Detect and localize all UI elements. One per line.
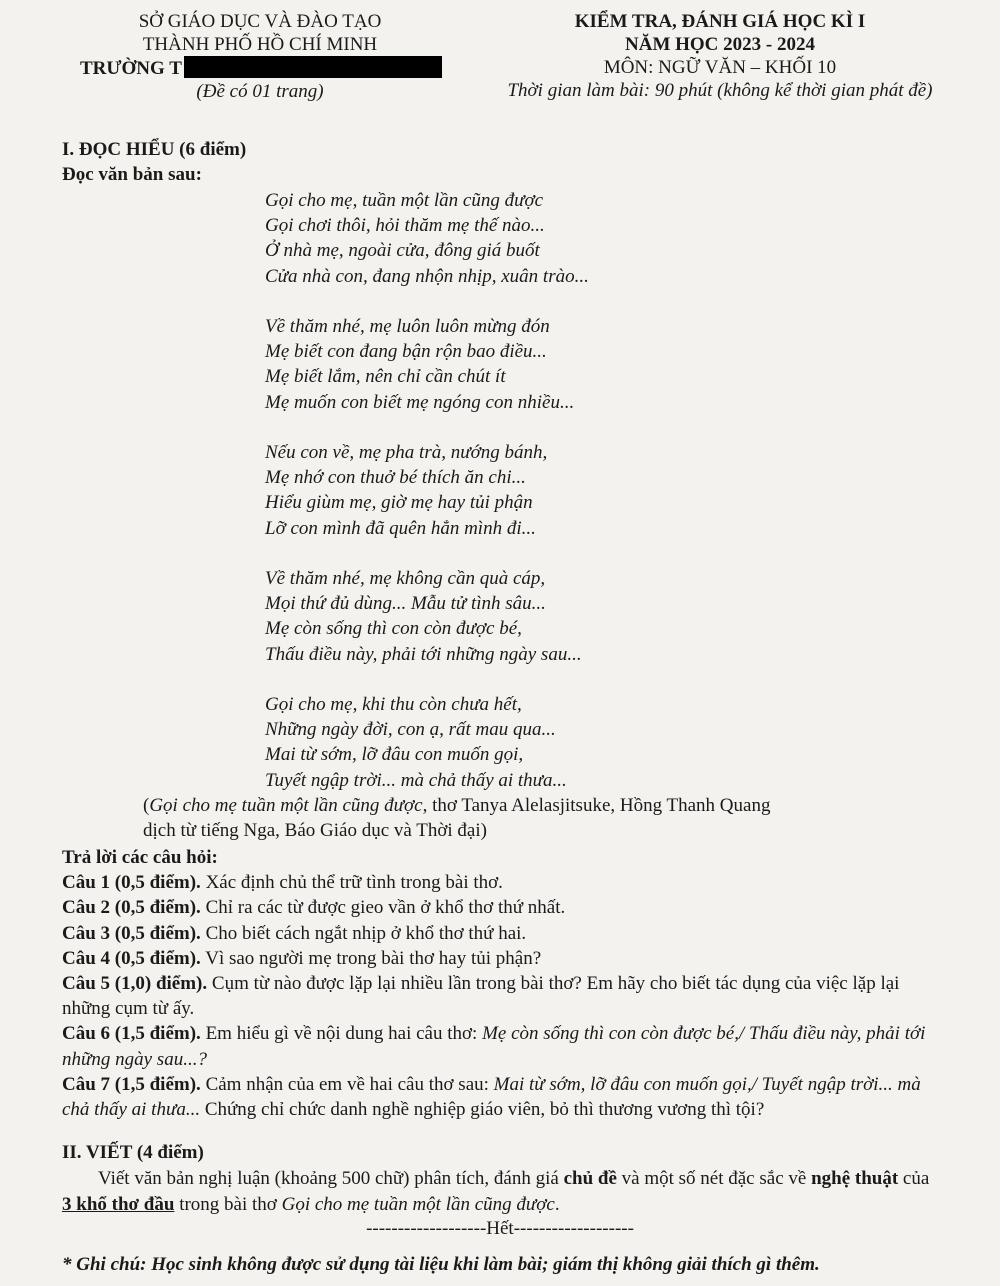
poem-stanza xyxy=(265,440,589,541)
question-3 xyxy=(62,921,942,946)
school-label: TRƯỜNG T xyxy=(80,58,182,79)
writing-task xyxy=(62,1166,942,1217)
question-label: Câu 4 (0,5 điểm). xyxy=(62,947,201,969)
poem-line: Gọi cho mẹ, khi thu còn chưa hết, xyxy=(265,694,522,715)
school-year: NĂM HỌC 2023 - 2024 xyxy=(625,34,815,55)
poem-stanza xyxy=(265,566,589,667)
question-text: Vì sao người mẹ trong bài thơ hay tủi phận? xyxy=(200,947,542,969)
question-7 xyxy=(62,1072,942,1122)
poem-line: Những ngày đời, con ạ, rất mau qua... xyxy=(265,719,556,741)
time-note: Thời gian làm bài: 90 phút (không kể thời gian phát đề) xyxy=(507,80,933,101)
question-label: Câu 1 (0,5 điểm). xyxy=(62,872,201,894)
poem-line: Mọi thứ đủ dùng... Mẫu tử tình sâu... xyxy=(265,593,546,615)
source-open-paren: ( xyxy=(143,795,150,816)
department-name: SỞ GIÁO DỤC VÀ ĐÀO TẠO xyxy=(138,11,382,32)
writing-emphasis-underlined: 3 khổ thơ đầu xyxy=(62,1193,175,1215)
poem-line: Mẹ nhớ con thuở bé thích ăn chi... xyxy=(265,467,526,489)
source-line2: dịch từ tiếng Nga, Báo Giáo dục và Thời đại) xyxy=(143,820,487,841)
question-quote: Mai từ sớm, lỡ đâu con muốn gọi,/ Tuyết ngập trời... mà chả thấy ai thưa... xyxy=(62,1073,921,1121)
question-text: Em hiểu gì về nội dung hai câu thơ: xyxy=(200,1023,483,1045)
pages-note: (Đề có 01 trang) xyxy=(196,81,324,102)
poem xyxy=(265,188,589,793)
questions-heading: Trả lời các câu hỏi: xyxy=(62,847,218,868)
poem-line: Nếu con về, mẹ pha trà, nướng bánh, xyxy=(265,442,548,463)
writing-emphasis: nghệ thuật xyxy=(811,1168,899,1189)
section1-instruction: Đọc văn bản sau: xyxy=(62,164,202,185)
writing-text: của xyxy=(898,1168,930,1189)
poem-line: Mẹ biết lắm, nên chỉ cần chút ít xyxy=(265,366,506,388)
section1-title: I. ĐỌC HIỂU (6 điểm) xyxy=(62,139,247,160)
question-4 xyxy=(62,946,942,971)
question-label: Câu 7 (1,5 điểm). xyxy=(62,1073,201,1095)
poem-line: Thấu điều này, phải tới những ngày sau... xyxy=(265,643,582,665)
question-2 xyxy=(62,895,942,920)
poem-line: Cửa nhà con, đang nhộn nhịp, xuân trào... xyxy=(265,265,589,287)
end-marker: -------------------Hết------------------- xyxy=(366,1218,634,1239)
question-text: Chỉ ra các từ được gieo vần ở khổ thơ thứ nhất. xyxy=(200,897,566,919)
poem-line: Gọi chơi thôi, hỏi thăm mẹ thế nào... xyxy=(265,215,545,237)
writing-text: . xyxy=(554,1193,560,1215)
poem-line: Hiểu giùm mẹ, giờ mẹ hay tủi phận xyxy=(265,492,533,514)
writing-emphasis: chủ đề xyxy=(563,1168,617,1189)
poem-line: Tuyết ngập trời... mà chả thấy ai thưa... xyxy=(265,769,567,791)
writing-text: và một số nét đặc sắc về xyxy=(616,1168,812,1189)
poem-source xyxy=(143,793,943,843)
source-rest: , thơ Tanya Alelasjitsuke, Hồng Thanh Quang xyxy=(422,795,771,816)
subject-line: MÔN: NGỮ VĂN – KHỐI 10 xyxy=(603,57,837,78)
poem-line: Về thăm nhé, mẹ luôn luôn mừng đón xyxy=(265,316,550,337)
exam-title: KIỂM TRA, ĐÁNH GIÁ HỌC KÌ I xyxy=(574,11,866,32)
writing-text: trong bài thơ xyxy=(174,1193,282,1215)
city-name: THÀNH PHỐ HỒ CHÍ MINH xyxy=(142,34,378,55)
poem-line: Mẹ muốn con biết mẹ ngóng con nhiều... xyxy=(265,391,575,413)
poem-stanza xyxy=(265,692,589,793)
question-label: Câu 2 (0,5 điểm). xyxy=(62,897,201,919)
question-label: Câu 6 (1,5 điểm). xyxy=(62,1023,201,1045)
question-5 xyxy=(62,971,942,1021)
writing-text: Viết văn bản nghị luận (khoảng 500 chữ) phân tích, đánh giá xyxy=(98,1168,564,1189)
poem-line: Mai từ sớm, lỡ đâu con muốn gọi, xyxy=(265,744,524,766)
question-text: Cho biết cách ngắt nhịp ở khổ thơ thứ hai. xyxy=(200,922,527,944)
poem-line: Ở nhà mẹ, ngoài cửa, đông giá buốt xyxy=(265,240,540,262)
poem-line: Mẹ biết con đang bận rộn bao điều... xyxy=(265,341,547,363)
writing-poem-title: Gọi cho mẹ tuần một lần cũng được xyxy=(281,1193,555,1215)
question-quote: Mẹ còn sống thì con còn được bé,/ Thấu điều này, phải tới những ngày sau...? xyxy=(62,1023,926,1070)
poem-line: Lỡ con mình đã quên hẳn mình đi... xyxy=(265,517,536,539)
poem-stanza xyxy=(265,314,589,415)
poem-line: Về thăm nhé, mẹ không cần quà cáp, xyxy=(265,568,546,589)
question-tail: Chứng chỉ chức danh nghề nghiệp giáo viên, bỏ thì thương vương thì tội? xyxy=(200,1099,765,1121)
question-label: Câu 5 (1,0) điểm). xyxy=(62,973,208,995)
questions-block xyxy=(62,845,942,1122)
question-text: Xác định chủ thể trữ tình trong bài thơ. xyxy=(200,872,503,894)
school-row xyxy=(60,56,460,80)
question-1 xyxy=(62,870,942,895)
source-title: Gọi cho mẹ tuần một lần cũng được xyxy=(149,795,423,816)
question-text: Cảm nhận của em về hai câu thơ sau: xyxy=(200,1073,494,1095)
header-right xyxy=(470,10,970,102)
writing-paragraph xyxy=(62,1166,942,1217)
question-6 xyxy=(62,1021,942,1071)
poem-line: Gọi cho mẹ, tuần một lần cũng được xyxy=(265,190,544,211)
header-left xyxy=(60,10,460,103)
poem-line: Mẹ còn sống thì con còn được bé, xyxy=(265,618,522,640)
redaction-bar xyxy=(184,56,442,78)
footer-note: * Ghi chú: Học sinh không được sử dụng tài liệu khi làm bài; giám thị không giải thích gì thêm. xyxy=(62,1254,820,1275)
section2-title: II. VIẾT (4 điểm) xyxy=(62,1142,204,1163)
question-text: Cụm từ nào được lặp lại nhiều lần trong bài thơ? Em hãy cho biết tác dụng của việc lặp lại những cụm từ ấy. xyxy=(62,973,900,1020)
question-label: Câu 3 (0,5 điểm). xyxy=(62,922,201,944)
poem-stanza xyxy=(265,188,589,289)
